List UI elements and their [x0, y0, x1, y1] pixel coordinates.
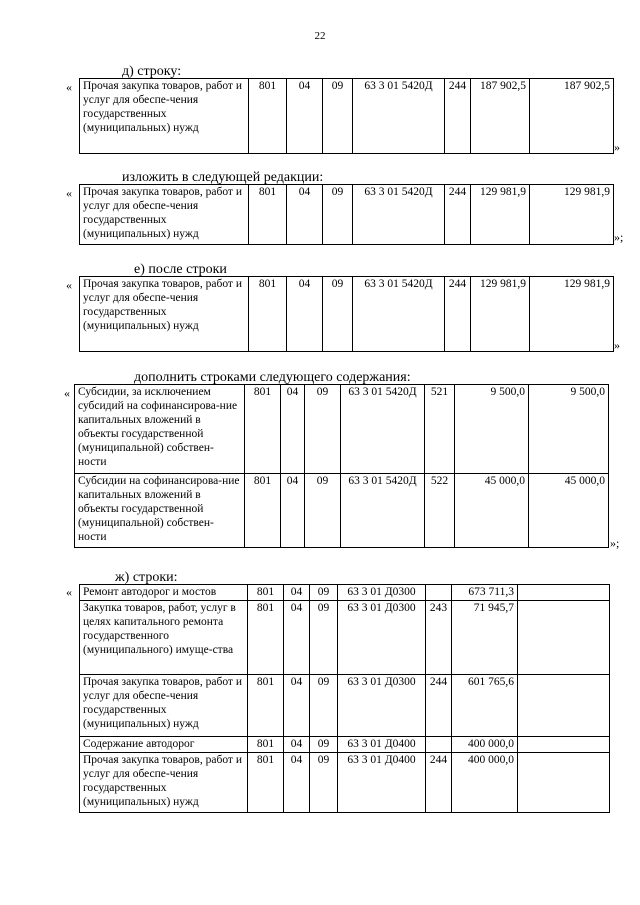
row-code-pr: 09	[310, 737, 338, 753]
row-code-pr: 09	[310, 585, 338, 601]
row-code-g: 801	[245, 474, 281, 548]
row-code-rz: 04	[284, 675, 310, 737]
row-code-csr: 63 3 01 Д0300	[338, 585, 426, 601]
row-name: Закупка товаров, работ, услуг в целях капитального ремонта государственного (муниципального) имуще-ства	[80, 601, 248, 675]
row-code-g: 801	[249, 79, 287, 154]
row-code-vr: 244	[445, 277, 471, 352]
row-code-csr: 63 3 01 Д0300	[338, 601, 426, 675]
row-code-rz: 04	[284, 585, 310, 601]
row-code-g: 801	[249, 185, 287, 245]
row-code-pr: 09	[323, 277, 353, 352]
section-heading-e-add: дополнить строками следующего содержания:	[134, 370, 411, 385]
row-sum-1: 187 902,5	[471, 79, 530, 154]
row-sum-2	[518, 737, 610, 753]
row-code-vr: 244	[426, 753, 452, 813]
table-zh	[79, 584, 610, 813]
row-sum-1: 129 981,9	[471, 185, 530, 245]
row-sum-1: 129 981,9	[471, 277, 530, 352]
row-code-g: 801	[248, 601, 284, 675]
table-row	[80, 79, 614, 154]
section-heading-d: д) строку:	[122, 64, 182, 79]
row-code-g: 801	[248, 675, 284, 737]
table-row	[80, 737, 610, 753]
row-name: Прочая закупка товаров, работ и услуг для обеспе-чения государственных (муниципальных) нужд	[80, 185, 249, 245]
row-code-vr	[426, 737, 452, 753]
table-e	[79, 276, 614, 352]
row-code-g: 801	[248, 585, 284, 601]
row-code-csr: 63 3 01 Д0300	[338, 675, 426, 737]
row-code-pr: 09	[310, 601, 338, 675]
row-sum-2: 129 981,9	[530, 277, 614, 352]
close-quote: »	[614, 338, 620, 352]
row-name: Прочая закупка товаров, работ и услуг для обеспе-чения государственных (муниципальных) нужд	[80, 277, 249, 352]
open-quote: «	[66, 80, 72, 94]
row-code-rz: 04	[284, 601, 310, 675]
row-code-vr: 522	[425, 474, 455, 548]
row-sum-2: 187 902,5	[530, 79, 614, 154]
row-name: Прочая закупка товаров, работ и услуг для обеспе-чения государственных (муниципальных) нужд	[80, 753, 248, 813]
row-code-pr: 09	[305, 474, 341, 548]
row-code-vr: 244	[426, 675, 452, 737]
row-sum-1: 673 711,3	[452, 585, 518, 601]
open-quote: «	[66, 278, 72, 292]
table-d-new	[79, 184, 614, 245]
row-sum-2: 129 981,9	[530, 185, 614, 245]
row-code-csr: 63 3 01 5420Д	[353, 185, 445, 245]
close-quote: »	[614, 140, 620, 154]
row-sum-1: 400 000,0	[452, 753, 518, 813]
row-sum-1: 71 945,7	[452, 601, 518, 675]
row-name: Ремонт автодорог и мостов	[80, 585, 248, 601]
row-code-csr: 63 3 01 Д0400	[338, 753, 426, 813]
row-code-rz: 04	[281, 474, 305, 548]
row-code-g: 801	[245, 385, 281, 474]
section-heading-zh: ж) строки:	[115, 570, 178, 585]
row-code-pr: 09	[310, 753, 338, 813]
close-quote-semicolon: »;	[610, 536, 620, 550]
table-row	[80, 185, 614, 245]
table-row	[75, 474, 609, 548]
row-sum-2	[518, 753, 610, 813]
row-code-vr: 244	[445, 79, 471, 154]
row-code-csr: 63 3 01 5420Д	[353, 277, 445, 352]
table-row	[75, 385, 609, 474]
row-sum-2	[518, 675, 610, 737]
row-name: Субсидии на софинансирова-ние капитальных вложений в объекты государственной (муниципальной) собствен-ности	[75, 474, 245, 548]
page-number: 22	[314, 30, 326, 42]
row-code-pr: 09	[323, 185, 353, 245]
row-code-rz: 04	[284, 737, 310, 753]
row-code-rz: 04	[287, 79, 323, 154]
table-row	[80, 675, 610, 737]
close-quote-semicolon: »;	[614, 230, 624, 244]
row-sum-1: 601 765,6	[452, 675, 518, 737]
row-name: Прочая закупка товаров, работ и услуг для обеспе-чения государственных (муниципальных) нужд	[80, 675, 248, 737]
row-code-pr: 09	[310, 675, 338, 737]
row-sum-1: 45 000,0	[455, 474, 529, 548]
row-sum-2: 45 000,0	[529, 474, 609, 548]
row-code-vr: 521	[425, 385, 455, 474]
open-quote: «	[66, 585, 72, 599]
row-code-pr: 09	[323, 79, 353, 154]
table-e-add	[74, 384, 609, 548]
row-sum-1: 400 000,0	[452, 737, 518, 753]
row-sum-2: 9 500,0	[529, 385, 609, 474]
row-code-vr	[426, 585, 452, 601]
table-row	[80, 601, 610, 675]
row-code-csr: 63 3 01 5420Д	[341, 474, 425, 548]
row-code-rz: 04	[287, 185, 323, 245]
row-code-rz: 04	[287, 277, 323, 352]
row-code-rz: 04	[281, 385, 305, 474]
table-row	[80, 277, 614, 352]
table-d	[79, 78, 614, 154]
row-sum-2	[518, 601, 610, 675]
row-sum-1: 9 500,0	[455, 385, 529, 474]
row-code-g: 801	[249, 277, 287, 352]
table-row	[80, 753, 610, 813]
row-code-rz: 04	[284, 753, 310, 813]
row-sum-2	[518, 585, 610, 601]
open-quote: «	[64, 386, 70, 400]
section-heading-e: е) после строки	[134, 262, 227, 277]
open-quote: «	[66, 186, 72, 200]
row-code-pr: 09	[305, 385, 341, 474]
section-heading-d-new: изложить в следующей редакции:	[122, 170, 324, 185]
row-code-csr: 63 3 01 Д0400	[338, 737, 426, 753]
row-name: Субсидии, за исключением субсидий на софинансирова-ние капитальных вложений в объекты государственной (муниципальной) собствен-ности	[75, 385, 245, 474]
row-code-g: 801	[248, 753, 284, 813]
row-code-vr: 244	[445, 185, 471, 245]
table-row	[80, 585, 610, 601]
row-name: Прочая закупка товаров, работ и услуг для обеспе-чения государственных (муниципальных) нужд	[80, 79, 249, 154]
row-name: Содержание автодорог	[80, 737, 248, 753]
row-code-csr: 63 3 01 5420Д	[341, 385, 425, 474]
row-code-vr: 243	[426, 601, 452, 675]
row-code-csr: 63 3 01 5420Д	[353, 79, 445, 154]
row-code-g: 801	[248, 737, 284, 753]
